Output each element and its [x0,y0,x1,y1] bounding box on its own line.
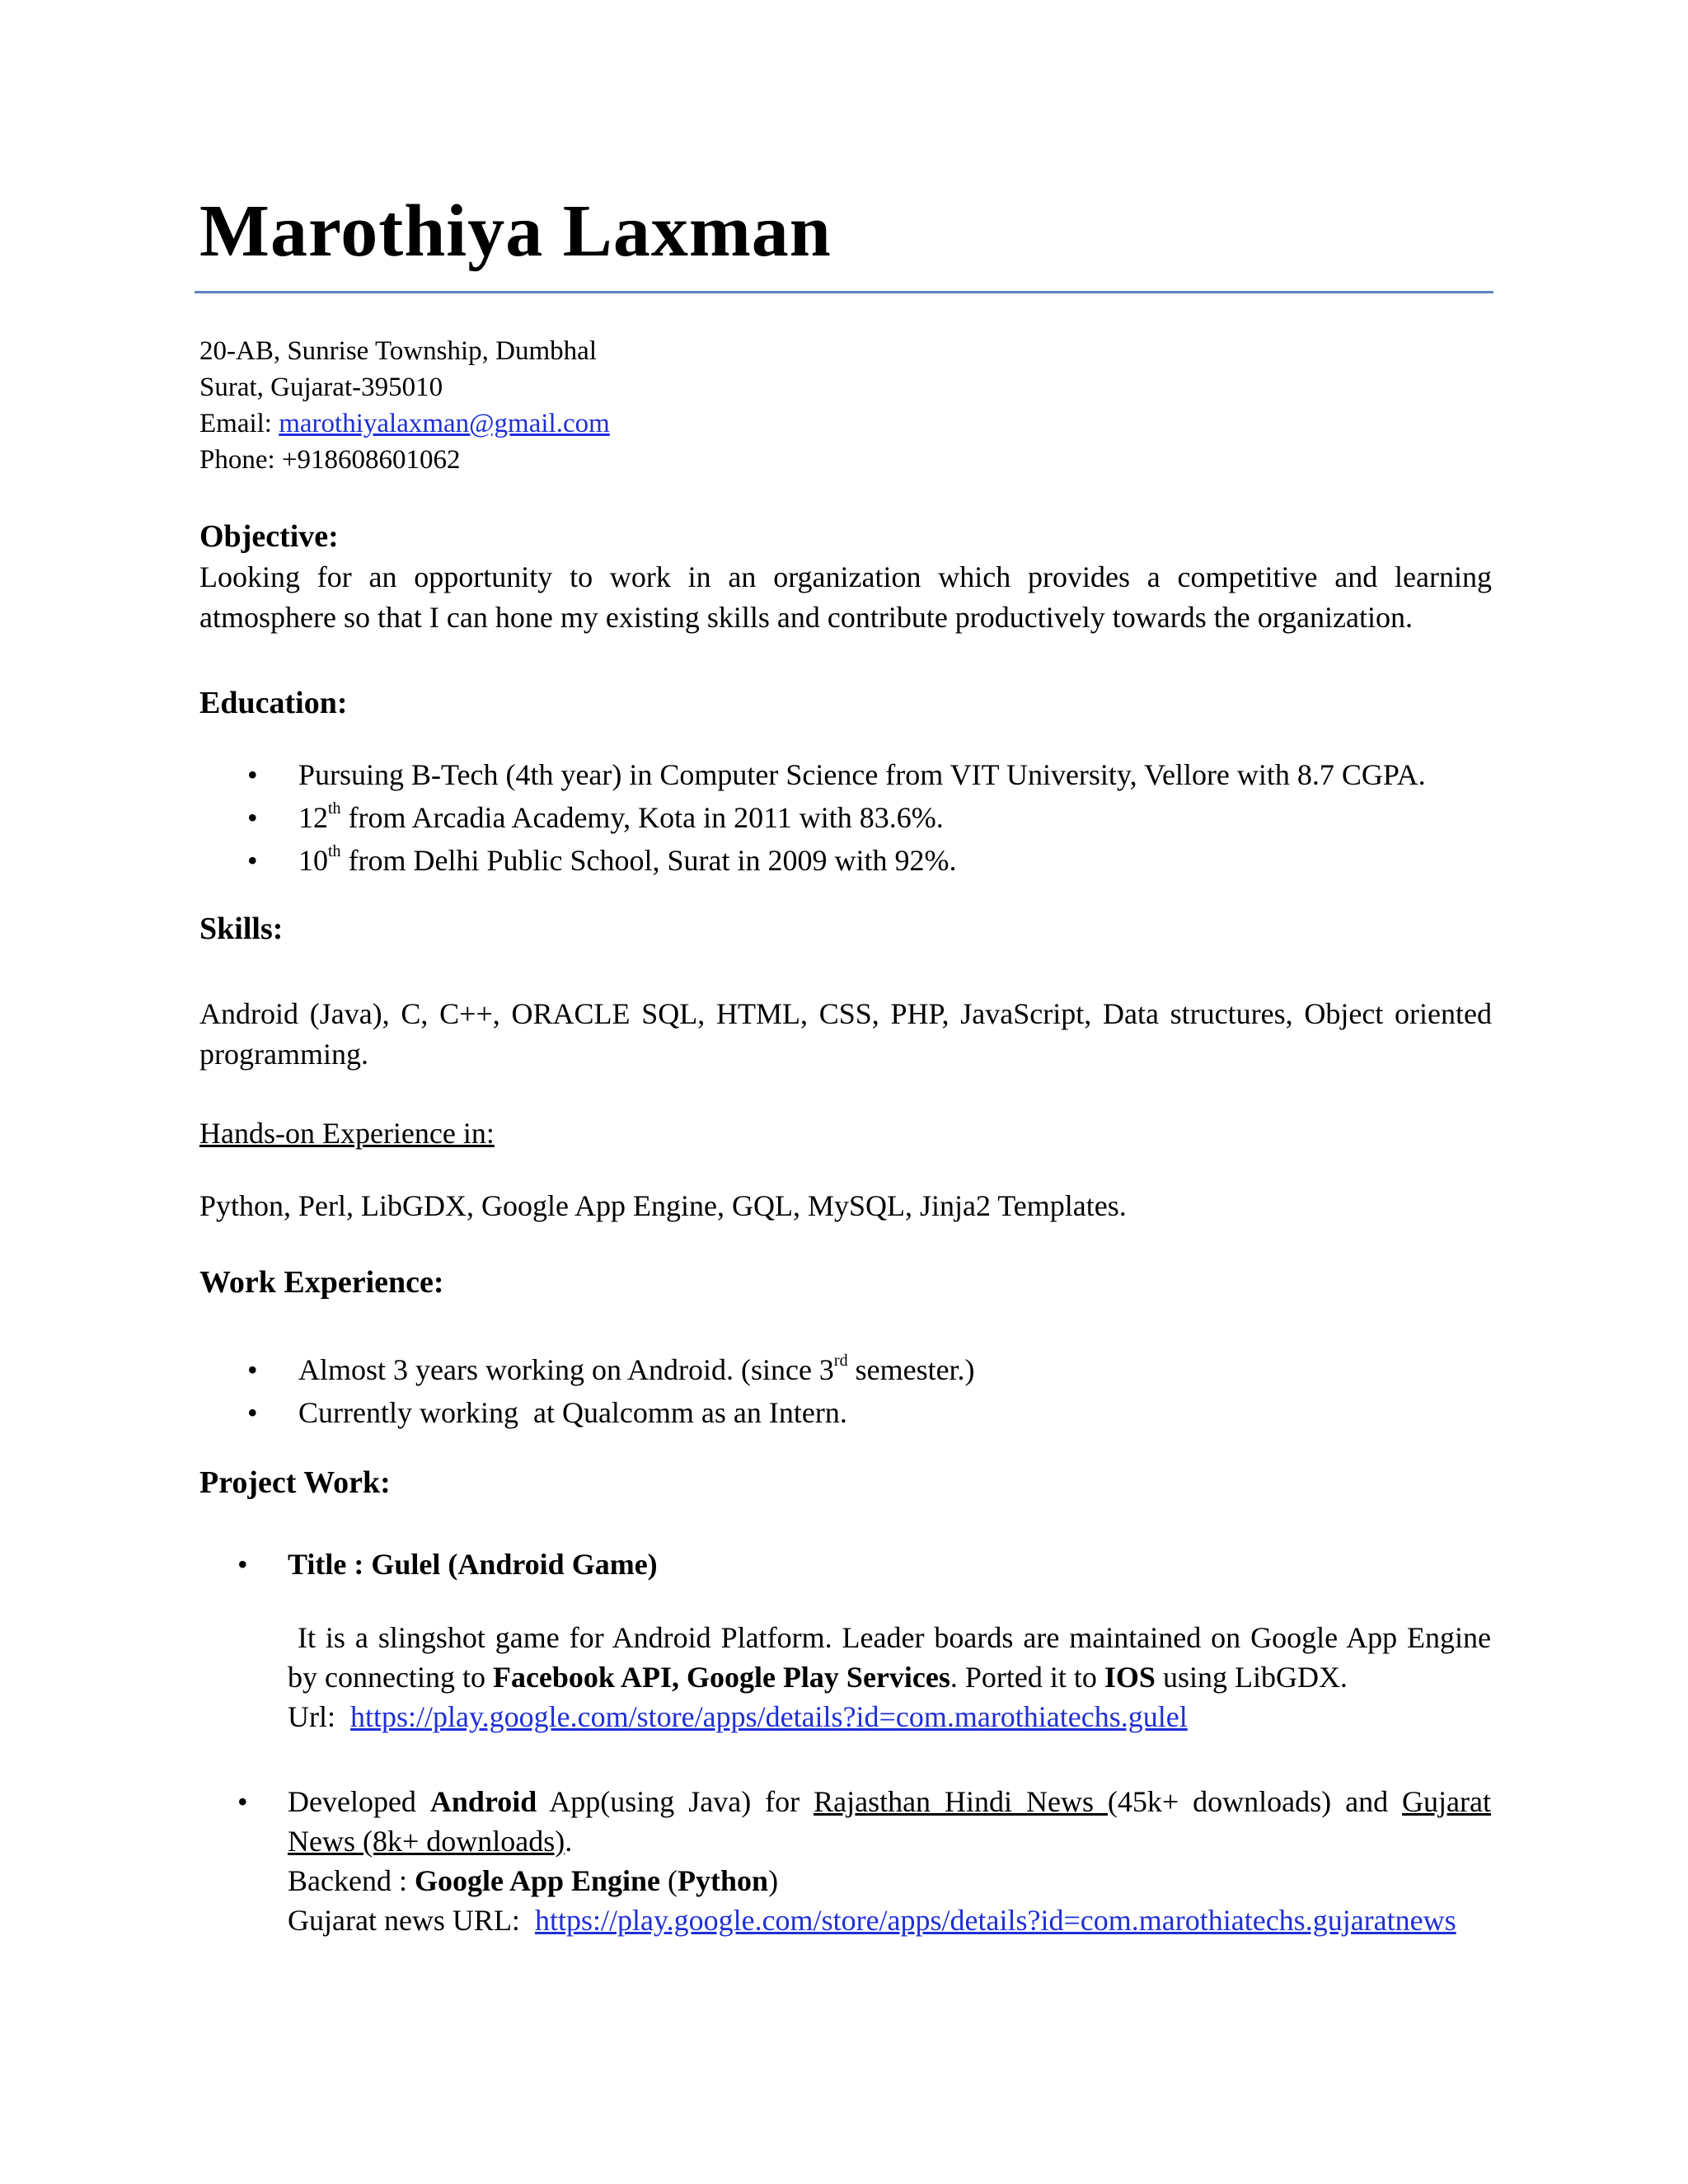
email-link[interactable]: marothiyalaxman@gmail.com [279,409,610,438]
project-gulel-description [288,1618,1491,1736]
news-text-a: Developed [288,1785,430,1818]
education-item-1: Pursuing B-Tech (4th year) in Computer Science from VIT University, Vellore with 8.7 CGPA. [298,758,1426,791]
ordinal-suffix: th [328,799,341,818]
objective-line-1: Looking for an opportunity to work in an organization which provides a competitive and learning [199,560,1492,593]
email-line [199,405,610,442]
candidate-name: Marothiya Laxman [199,190,832,272]
news-url-label: Gujarat news URL: [288,1904,535,1937]
work-item-1-tail: semester.) [847,1353,975,1386]
education-item-3-number: 10 [298,844,328,877]
education-item-3-text: from Delhi Public School, Surat in 2009 with 92%. [340,844,957,877]
project-gulel-line-1: It is a slingshot game for Android Platform. Leader boards are maintained on Google App Engine [288,1621,1491,1654]
news-text-d: . [565,1825,573,1858]
skills-line-2: programming. [199,1038,368,1071]
title-divider [195,291,1493,293]
gulel-url-label: Url: [288,1700,350,1733]
gulel-text-bold-a: Facebook API, Google Play Services [492,1661,950,1694]
project-news-description [288,1782,1491,1940]
gulel-url-link[interactable]: https://play.google.com/store/apps/details?id=com.marothiatechs.gulel [350,1700,1188,1733]
backend-paren-open: ( [660,1864,678,1897]
project-news-backend-row [288,1861,1491,1900]
skills-line-1: Android (Java), C, C++, ORACLE SQL, HTML, CSS, PHP, JavaScript, Data structures, Object oriented [199,997,1492,1030]
news-text-b: App(using Java) for [537,1785,814,1818]
bullet-icon: • [247,844,258,877]
backend-label: Backend : [288,1864,415,1897]
objective-heading: Objective: [199,519,339,554]
backend-language: Python [678,1864,769,1897]
education-item-2-number: 12 [298,801,328,834]
news-text-bold: Android [429,1785,537,1818]
bullet-icon: • [237,1548,248,1581]
education-heading: Education: [199,686,348,720]
ordinal-suffix: rd [833,1352,848,1370]
hands-on-text: Python, Perl, LibGDX, Google App Engine, GQL, MySQL, Jinja2 Templates. [199,1189,1127,1222]
hands-on-heading: Hands-on Experience in: [199,1117,495,1150]
phone-line: Phone: +918608601062 [199,445,461,475]
project-news-url-row [288,1900,1491,1940]
skills-text [199,994,1492,1075]
bullet-icon: • [247,758,258,791]
ordinal-suffix: th [328,842,341,860]
project-gulel-title: Title : Gulel (Android Game) [288,1548,658,1581]
gulel-text-a: by connecting to [288,1661,493,1694]
list-item [199,839,1493,882]
bullet-icon: • [247,801,258,834]
address-line-1: 20-AB, Sunrise Township, Dumbhal [199,336,597,366]
rajasthan-news-app-name: Rajasthan Hindi News [814,1785,1108,1818]
work-item-1-text: Almost 3 years working on Android. (since 3 [298,1353,834,1386]
gulel-text-b: . Ported it to [950,1661,1104,1694]
skills-heading: Skills: [199,912,284,946]
education-list [199,753,1493,882]
work-item-2: Currently working at Qualcomm as an Intern. [298,1396,847,1429]
objective-line-2: atmosphere so that I can hone my existing skills and contribute productively towards the organization. [199,601,1413,634]
project-gulel-url-row [288,1697,1491,1736]
contact-block [199,333,610,478]
address-line-2: Surat, Gujarat-395010 [199,373,443,402]
objective-text [199,557,1492,638]
email-label: Email: [199,409,279,438]
project-news-line-2 [288,1821,1491,1861]
backend-platform: Google App Engine [414,1864,661,1897]
education-item-2-text: from Arcadia Academy, Kota in 2011 with 83.6%. [340,801,944,834]
bullet-icon: • [247,1353,258,1386]
project-work-heading: Project Work: [199,1465,391,1500]
project-gulel-line-2 [288,1657,1491,1697]
gujarat-news-url-link[interactable]: https://play.google.com/store/apps/details?id=com.marothiatechs.gujaratnews [534,1904,1456,1937]
bullet-icon: • [237,1785,248,1818]
gujarat-news-downloads: News (8k+ downloads) [288,1825,565,1858]
gulel-text-c: using LibGDX. [1155,1661,1348,1694]
news-text-c: (45k+ downloads) and [1107,1785,1403,1818]
project-news-line-1 [288,1782,1491,1821]
work-experience-list [199,1348,1493,1434]
list-item [199,1391,1493,1434]
backend-paren-close: ) [768,1864,779,1897]
gujarat-news-app-name: Gujarat [1402,1785,1491,1818]
list-item [199,796,1493,839]
gulel-text-bold-b: IOS [1104,1661,1156,1694]
list-item [199,753,1493,796]
list-item [199,1348,1493,1391]
bullet-icon: • [247,1396,258,1429]
work-experience-heading: Work Experience: [199,1265,444,1300]
